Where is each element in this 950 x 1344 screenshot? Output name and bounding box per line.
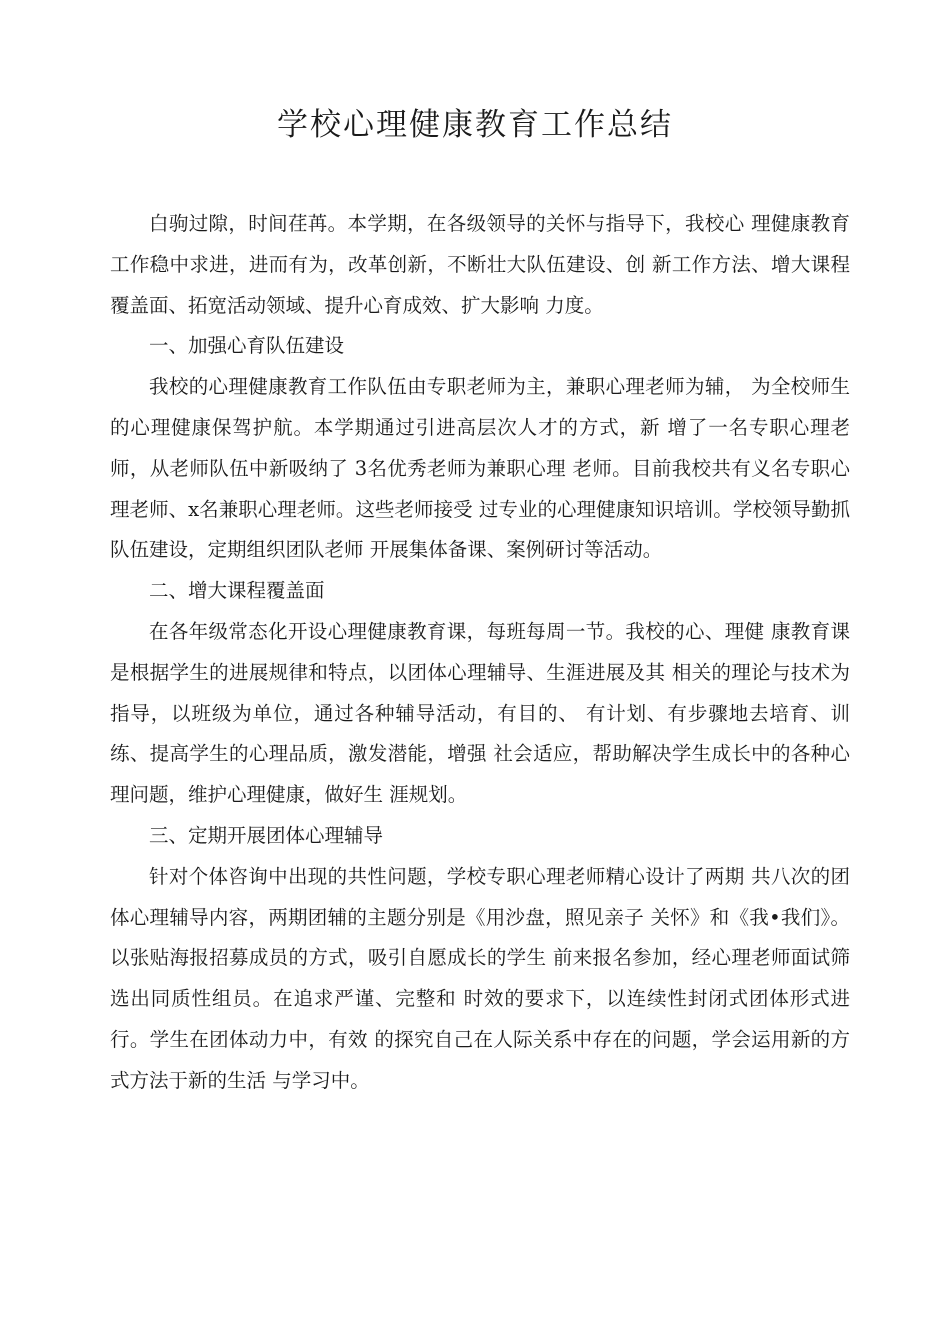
paragraph-section-1: 我校的心理健康教育工作队伍由专职老师为主，兼职心理老师为辅， 为全校师生的心理健康保驾护航。本学期通过引进高层次人才的方式，新 增了一名专职心理老师，从老师队伍中新吸纳了 3名优秀老师为兼职心理 老师。目前我校共有义名专职心理老师、x名兼职心理老师。这些老师接受 过专业的心理健康知识培训。学校领导勤抓队伍建设，定期组织团队老师 开展集体备课、案例研讨等活动。 (110, 375, 850, 562)
paragraph-intro: 白驹过隙，时间荏苒。本学期，在各级领导的关怀与指导下，我校心 理健康教育工作稳中求进，进而有为，改革创新，不断壮大队伍建设、创 新工作方法、增大课程覆盖面、拓宽活动领域、提升心育成效、扩大影响 力度。 (110, 212, 850, 317)
paragraph-section-3: 针对个体咨询中出现的共性问题，学校专职心理老师精心设计了两期 共八次的团体心理辅导内容，两期团辅的主题分别是《用沙盘，照见亲子 关怀》和《我•我们》。以张贴海报招募成员的方式，吸引自愿成长的学生 前来报名参加，经心理老师面试筛选出同质性组员。在追求严谨、完整和 时效的要求下，以连续性封闭式团体形式进行。学生在团体动力中，有效 的探究自己在人际关系中存在的问题，学会运用新的方式方法于新的生活 与学习中。 (110, 864, 850, 1092)
document-body (110, 204, 850, 1102)
document-title: 学校心理健康教育工作总结 (277, 107, 673, 143)
section-heading-1: 一、加强心育队伍建设 (149, 334, 345, 358)
section-heading-3: 三、定期开展团体心理辅导 (149, 823, 384, 847)
paragraph-section-2: 在各年级常态化开设心理健康教育课，每班每周一节。我校的心、理健 康教育课是根据学生的进展规律和特点，以团体心理辅导、生涯进展及其 相关的理论与技术为指导，以班级为单位，通过各种辅导活动，有目的、 有计划、有步骤地去培育、训练、提高学生的心理品质，激发潜能，增强 社会适应，帮助解决学生成长中的各种心理问题，维护心理健康，做好生 涯规划。 (110, 619, 850, 807)
section-heading-2: 二、增大课程覆盖面 (149, 579, 325, 603)
